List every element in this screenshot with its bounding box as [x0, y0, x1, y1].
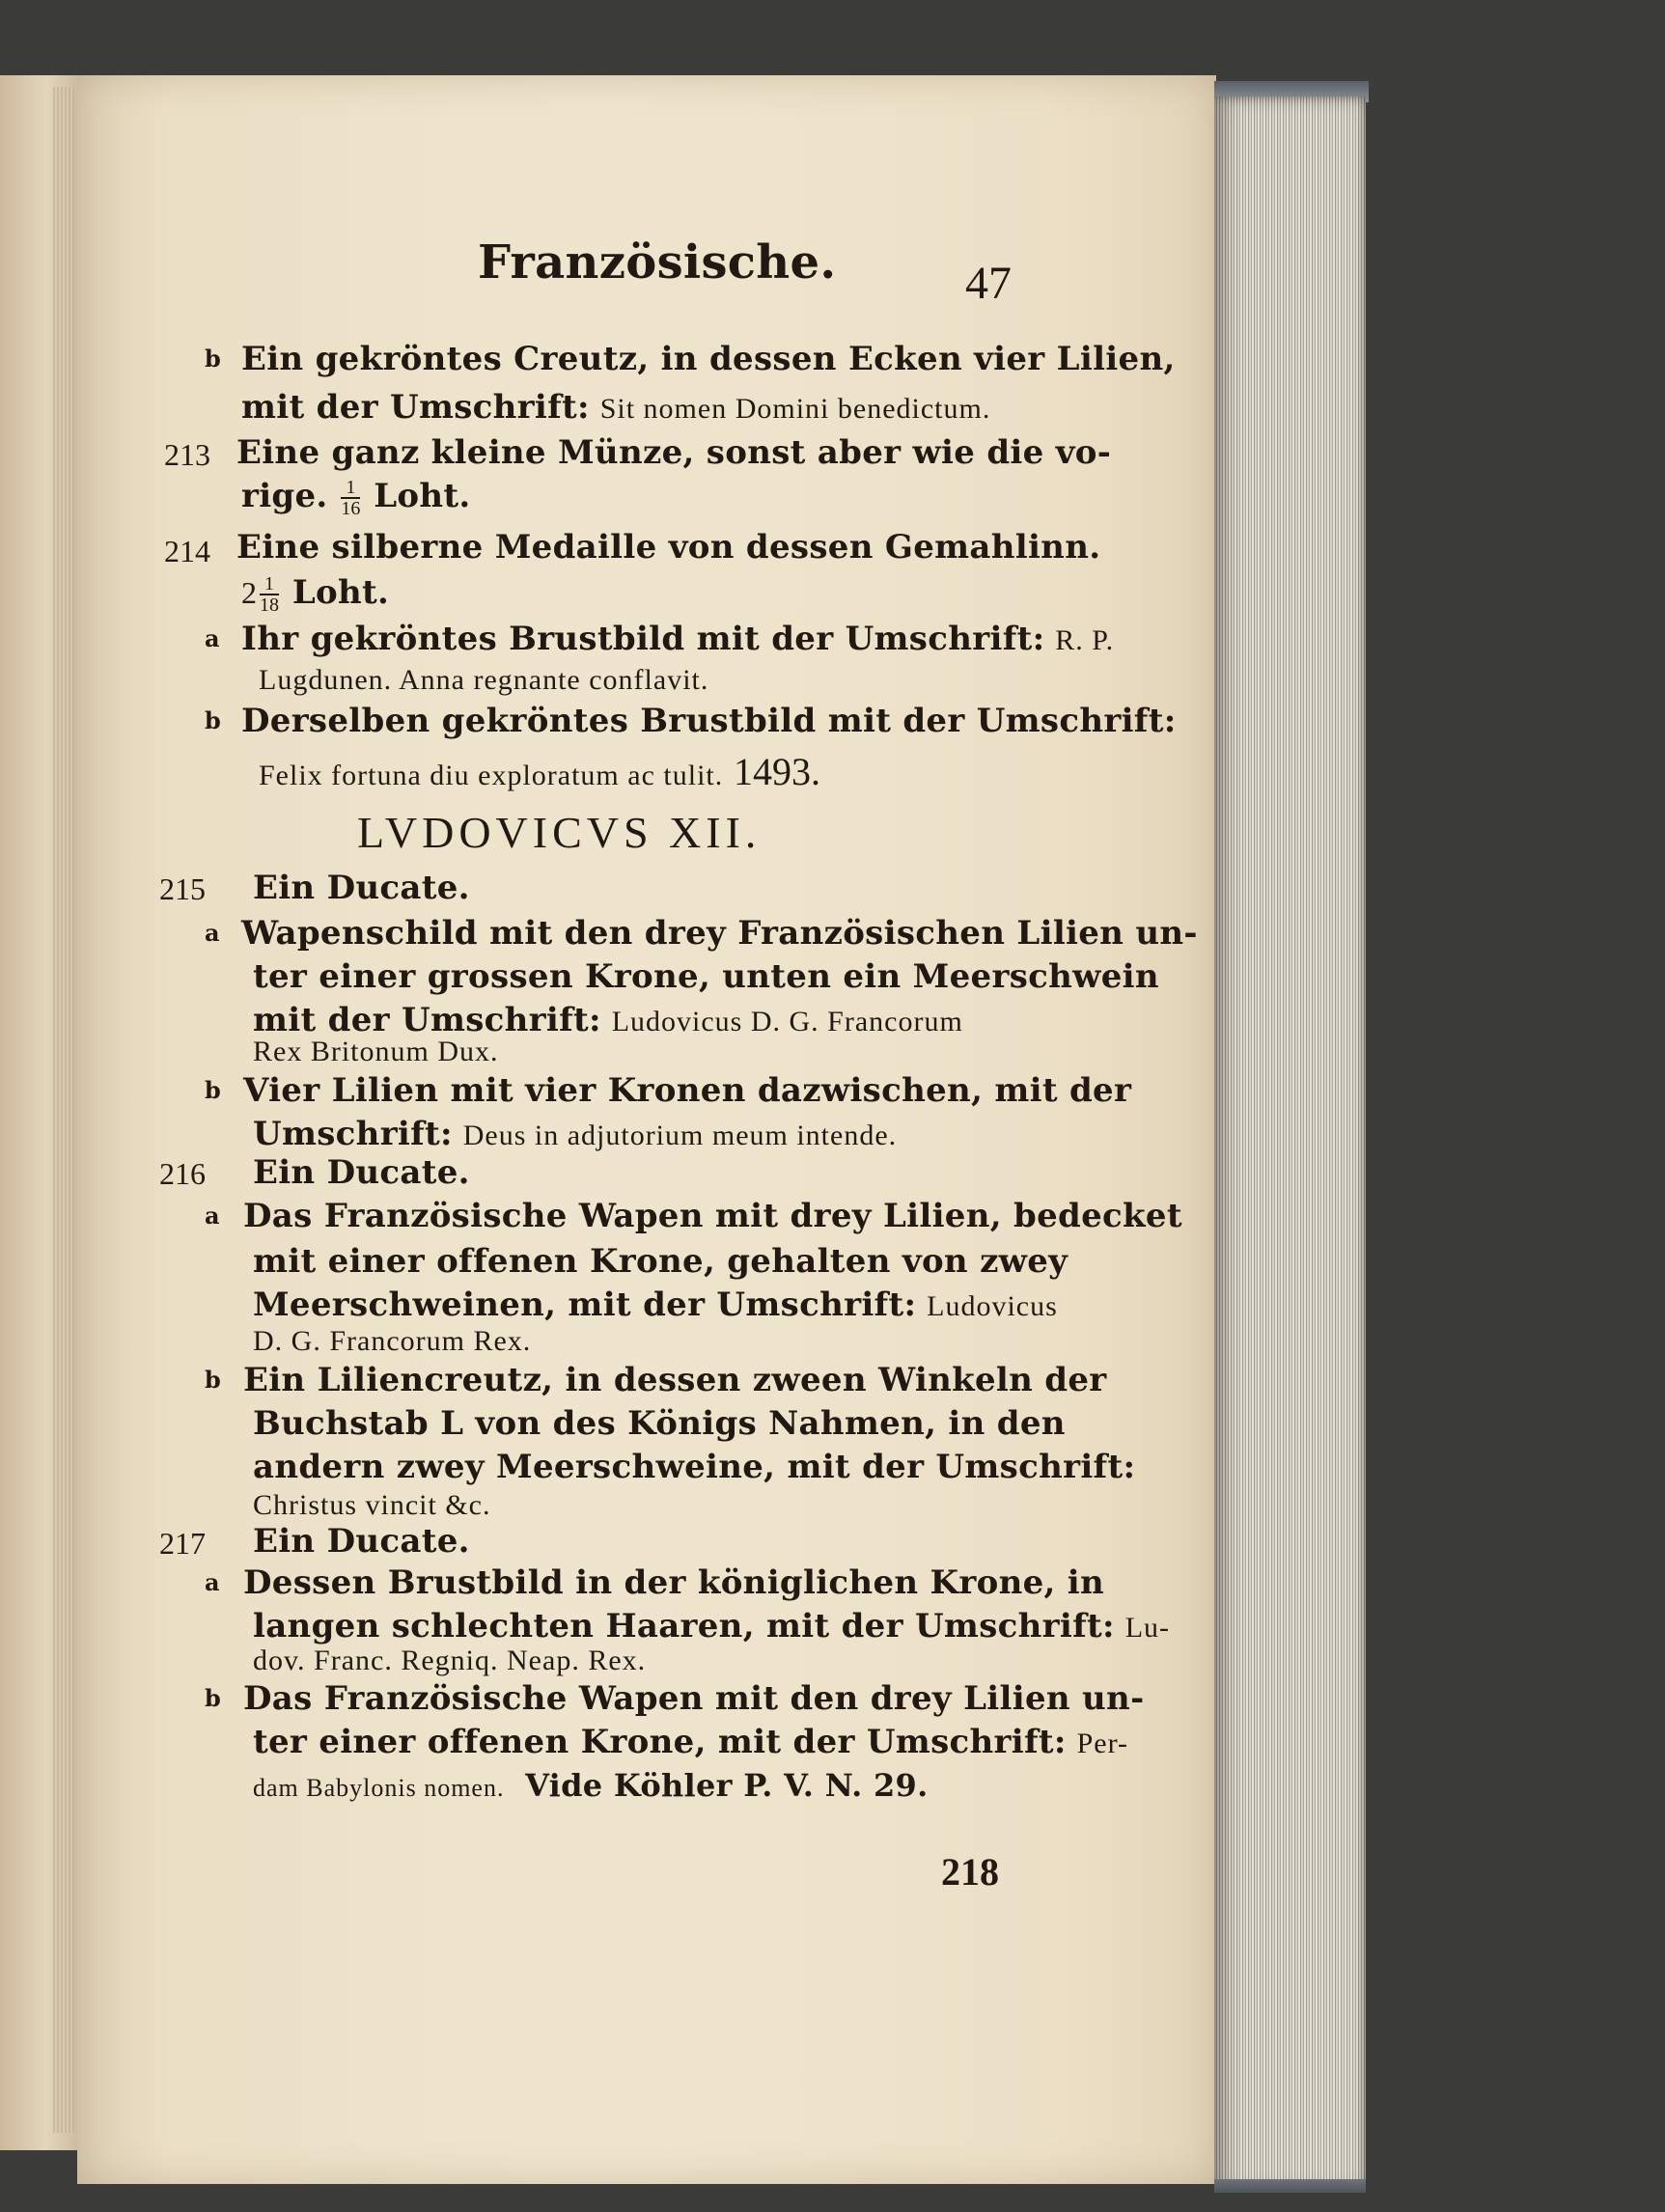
text-line: Eine silberne Medaille von dessen Gemahlinn.: [236, 528, 1101, 567]
text-line: mit der Umschrift: Ludovicus D. G. Francorum: [253, 1001, 963, 1039]
text-line: Ein Liliencreutz, in dessen zween Winkeln der: [243, 1361, 1107, 1399]
text-line: Das Französische Wapen mit den drey Lilien un-: [243, 1679, 1145, 1718]
text-line: Das Französische Wapen mit drey Lilien, bedecket: [243, 1197, 1182, 1235]
text-line: Meerschweinen, mit der Umschrift: Ludovicus: [253, 1286, 1058, 1324]
text-line: andern zwey Meerschweine, mit der Umschrift:: [253, 1448, 1136, 1486]
text-line: D. G. Francorum Rex.: [253, 1325, 532, 1357]
entry-number: 213: [164, 437, 210, 472]
text-line: Buchstab L von des Königs Nahmen, in den: [253, 1404, 1066, 1443]
text-line: 2 $\frac{1}{18}$ Loht.: [241, 573, 390, 616]
entry-marker: b: [205, 345, 221, 373]
text-line: Felix fortuna diu exploratum ac tulit. 1493.: [259, 750, 821, 793]
text-line: Eine ganz kleine Münze, sonst aber wie die vo-: [236, 433, 1112, 472]
fraction: $\frac{1}{18}$: [260, 573, 279, 616]
entry-marker: b: [205, 706, 221, 734]
entry-marker: b: [205, 1366, 221, 1394]
entry-number: 214: [164, 534, 210, 568]
text-line: dam Babylonis nomen. Vide Köhler P. V. N. 29.: [253, 1767, 929, 1804]
text-line: Lugdunen. Anna regnante conflavit.: [259, 664, 709, 696]
entry-number: 216: [159, 1156, 206, 1191]
entry-marker: a: [205, 1202, 220, 1230]
text-line: ter einer offenen Krone, mit der Umschrift: Per-: [253, 1723, 1128, 1761]
text-line: Dessen Brustbild in der königlichen Krone, in: [243, 1563, 1105, 1602]
entry-marker: a: [205, 1568, 220, 1596]
text-line: Vier Lilien mit vier Kronen dazwischen, mit der: [243, 1071, 1132, 1110]
text-line: Ein gekröntes Creutz, in dessen Ecken vier Lilien,: [241, 340, 1176, 378]
entry-number: 217: [159, 1526, 206, 1561]
page-number: 47: [965, 258, 1012, 309]
text-line: Ihr gekröntes Brustbild mit der Umschrift: R. P.: [241, 620, 1115, 658]
entry-marker: a: [205, 624, 220, 652]
fraction: $\frac{1}{16}$: [341, 477, 361, 519]
entry-marker: a: [205, 919, 220, 947]
text-line: Wapenschild mit den drey Französischen Lilien un-: [241, 914, 1198, 953]
text-line: Ein Ducate.: [253, 1522, 470, 1561]
entry-marker: b: [205, 1076, 221, 1104]
text-line: mit der Umschrift: Sit nomen Domini benedictum.: [241, 388, 991, 427]
running-head: Französische.: [478, 235, 837, 290]
text-line: Ein Ducate.: [253, 1153, 470, 1192]
signature-mark: 218: [941, 1850, 999, 1894]
text-line: ter einer grossen Krone, unten ein Meerschwein: [253, 957, 1159, 996]
text-line: Rex Britonum Dux.: [253, 1036, 499, 1067]
text-line: Umschrift: Deus in adjutorium meum intende.: [253, 1115, 898, 1153]
text-line: mit einer offenen Krone, gehalten von zwey: [253, 1242, 1068, 1281]
text-line: Derselben gekröntes Brustbild mit der Umschrift:: [241, 702, 1177, 740]
text-line: langen schlechten Haaren, mit der Umschrift: Lu-: [253, 1607, 1171, 1645]
section-heading: LVDOVICVS XII.: [357, 808, 762, 857]
text-line: Christus vincit &c.: [253, 1489, 491, 1521]
text-line: Ein Ducate.: [253, 869, 470, 907]
text-line: rige. $\frac{1}{16}$ Loht.: [241, 477, 471, 519]
entry-marker: b: [205, 1684, 221, 1712]
entry-number: 215: [159, 871, 206, 906]
text-line: dov. Franc. Regniq. Neap. Rex.: [253, 1645, 647, 1676]
